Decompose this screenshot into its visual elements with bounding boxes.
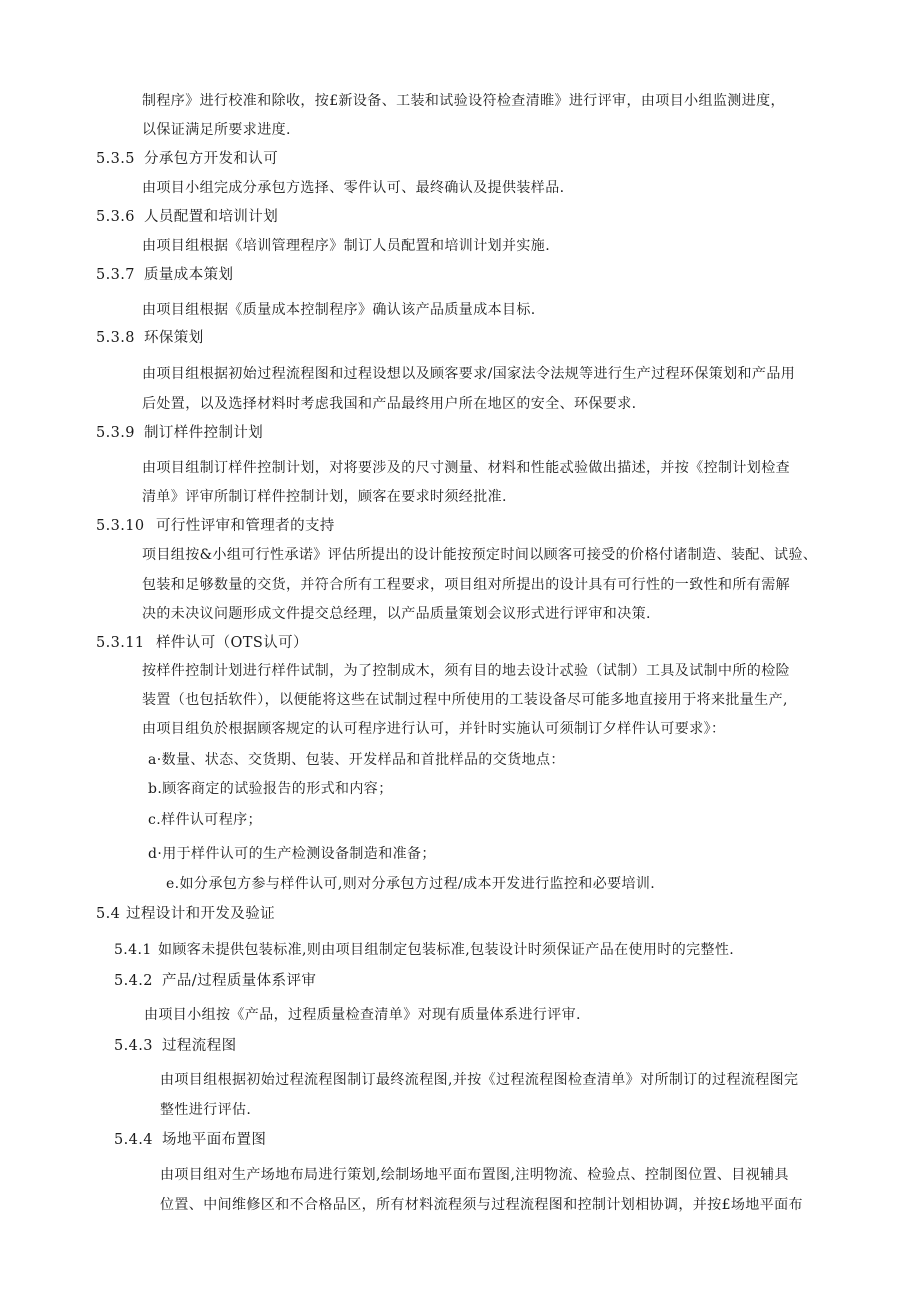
section-heading-5-3-10: 5.3.10 可行性评审和管理者的支持 [96, 518, 335, 534]
list-item-d: d·用于样件认可的生产检测设备制造和准备； [148, 846, 436, 862]
body-text: 由项目小组完成分承包方选择、零件认可、最终确认及提供装样品. [142, 180, 565, 196]
section-heading-5-3-7: 5.3.7 质量成本策划 [96, 267, 234, 283]
body-text: 后处置，以及选择材料时考虑我国和产品最终用户所在地区的安全、环保要求. [142, 396, 637, 412]
section-heading-5-4-3: 5.4.3 过程流程图 [114, 1038, 237, 1054]
body-text: 由项目组根据《质量成本控制程序》确认该产品质量成本目标. [142, 302, 536, 318]
body-text: 以保证满足所要求进度. [142, 122, 291, 138]
body-text: 由项目小组按《产品，过程质量检查清单》对现有质量体系进行评审. [144, 1007, 581, 1023]
body-text: 由项目组根据初始过程流程图制订最终流程图,并按《过程流程图检查清单》对所制订的过程流程图完 [160, 1072, 799, 1088]
section-heading-5-3-8: 5.3.8 环保策划 [96, 330, 204, 346]
section-heading-5-4-2: 5.4.2 产品/过程质量体系评审 [114, 973, 317, 989]
body-text: 由项目组根据《培训管理程序》制订人员配置和培训计划并实施. [142, 238, 551, 254]
body-text: 位置、中间维修区和不合格品区，所有材料流程须与过程流程图和控制计划相协调，并按£场地平面布 [160, 1197, 803, 1213]
body-text: 决的未决议问题形成文件提交总经理，以产品质量策划会议形式进行评审和决策. [142, 606, 651, 622]
list-item-e: e.如分承包方参与样件认可,则对分承包方过程/成本开发进行监控和必要培训. [166, 876, 656, 892]
section-heading-5-3-11: 5.3.11 样件认可（OTS认可） [96, 635, 308, 651]
body-text: 包装和足够数量的交货，并符合所有工程要求，项目组对所提出的设计具有可行性的一致性和所有需解 [142, 577, 790, 593]
section-5-4-1: 5.4.1 如顾客未提供包装标准,则由项目组制定包装标准,包装设计时须保证产品在使用时的完整性. [114, 942, 735, 958]
body-text: 制程序》进行校准和除收，按£新设备、工装和试验设符检查清睢》进行评审，由项目小组监测进度， [142, 93, 785, 109]
section-heading-5-4: 5.4 过程设计和开发及验证 [96, 906, 275, 922]
body-text: 项目组按&小组可行性承诺》评估所提出的设计能按预定时间以顾客可接受的价格付诸制造、装配、试验、 [142, 547, 818, 563]
body-text: 由项目组制订样件控制计划，对将要涉及的尺寸测量、材料和性能忒验做出描述，并按《控制计划检查 [142, 460, 790, 476]
body-text: 由项目组根据初始过程流程图和过程设想以及顾客要求/国家法令法规等进行生产过程环保策划和产品用 [142, 366, 796, 382]
body-text: 清单》评审所制订样件控制计划，顾客在要求时须经批准. [142, 489, 507, 505]
section-heading-5-3-6: 5.3.6 人员配置和培训计划 [96, 209, 279, 225]
section-heading-5-3-9: 5.3.9 制订样件控制计划 [96, 425, 264, 441]
list-item-b: b.顾客商定的试验报告的形式和内容； [148, 781, 393, 797]
body-text: 整性进行评估. [160, 1102, 252, 1118]
section-heading-5-4-4: 5.4.4 场地平面布置图 [114, 1132, 267, 1148]
body-text: 由项目组对生产场地布局进行策划,绘制场地平面布置图,注明物流、检验点、控制图位置、目视辅具 [160, 1167, 789, 1183]
body-text: 按样件控制计划进行样件试制，为了控制成木，须有目的地去设计忒验（试制）工具及试制中所的检险 [142, 663, 790, 679]
section-heading-5-3-5: 5.3.5 分承包方开发和认可 [96, 151, 279, 167]
body-text: 由项目组负於根据顾客规定的认可程序进行认可，并针时实施认可须制订夕样件认可要求》： [142, 721, 726, 737]
list-item-a: a·数量、状态、交货期、包装、开发样品和首批样品的交货地点： [148, 752, 565, 768]
list-item-c: c.样件认可程序； [148, 812, 262, 828]
body-text: 装置（也包括软件），以便能将这些在试制过程中所使用的工装设备尽可能多地直接用于将来批量生产, [142, 692, 788, 708]
